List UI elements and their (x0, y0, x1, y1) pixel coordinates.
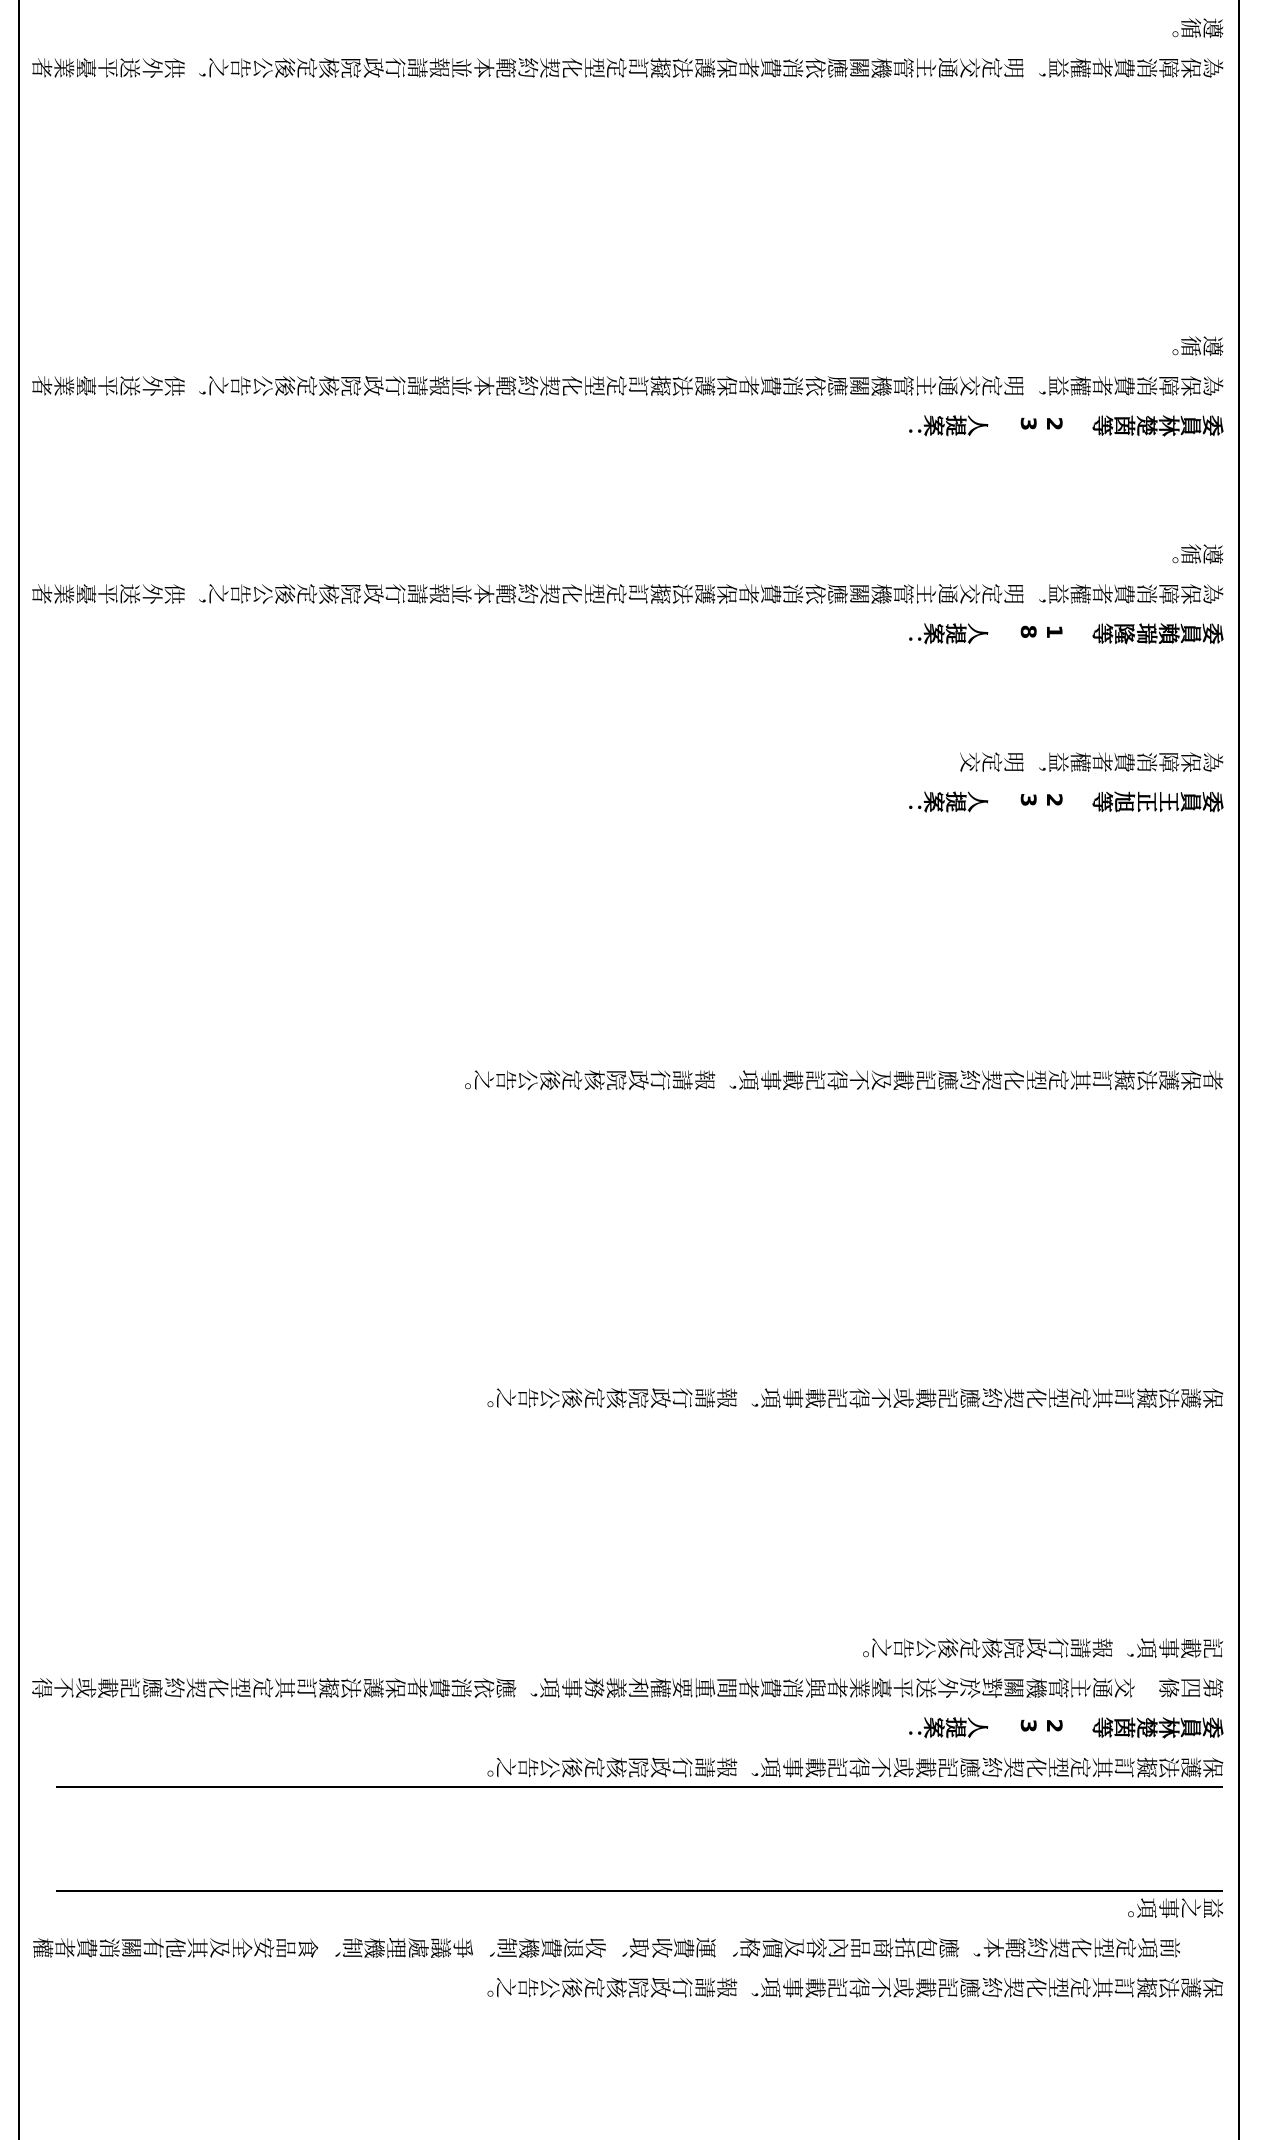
proposal-body-2: 為保障消費者權益，明定交通主管機關應依消費者保護法擬訂定型化契約範本並報請行政院核定後公告之，供外送平臺業者遵循。 (30, 539, 1224, 605)
cell-7-body: 保護法擬訂其定型化契約應記載或不得記載事項，報請行政院核定後公告之。 (472, 1753, 1224, 1779)
cell-text-1: 為保障消費者權益，明定交通主管機關應依消費者保護法擬訂定型化契約範本並報請行政院核定後公告之，供外送平臺業者遵循。 (30, 13, 1224, 79)
comparison-table (18, 0, 1240, 2140)
page-divider-upper (56, 1786, 1223, 1788)
page-divider-lower (56, 1890, 1223, 1892)
cell-text-3 (20, 526, 1238, 661)
table-row (19, 0, 1239, 2140)
proposal-body-3: 為保障消費者權益，明定交 (958, 747, 1224, 773)
cell-text-4 (20, 734, 1238, 830)
table-cell-8 (19, 1880, 1239, 2140)
cell-text-7 (20, 1620, 1238, 1795)
proposal-heading-4: 委員林楚茵等 23 人提案： (900, 1713, 1224, 1739)
cell-8-subitem: 前項定型化契約範本，應包括商品內容及價格、運費收取、收退費機制、爭議處理機制、食品安全及其他有關消費者權益之事項。 (31, 1893, 1224, 1959)
cell-text-5: 者保護法擬訂其定型化契約應記載及不得記載事項，報請行政院核定後公告之。 (450, 1065, 1224, 1091)
cell-8-body: 保護法擬訂其定型化契約應記載或不得記載事項，報請行政院核定後公告之。 (472, 1973, 1224, 1999)
proposal-body-1: 為保障消費者權益，明定交通主管機關應依消費者保護法擬訂定型化契約範本並報請行政院核定後公告之，供外送平臺業者遵循。 (30, 331, 1224, 397)
proposal-heading-2: 委員賴瑞隆等 18 人提案： (900, 619, 1224, 645)
table-cell-4 (19, 734, 1239, 1052)
table-cell-3 (19, 526, 1239, 734)
table-cell-6 (19, 1370, 1239, 1620)
cell-text-6: 保護法擬訂其定型化契約應記載或不得記載事項，報請行政院核定後公告之。 (472, 1383, 1224, 1409)
proposal-heading-3: 委員王正旭等 23 人提案： (900, 787, 1224, 813)
table-cell-7 (19, 1620, 1239, 1880)
cell-text-8 (20, 1880, 1238, 2015)
table-cell-5 (19, 1052, 1239, 1370)
proposal-article-4: 第四條 交通主管機關對於外送平臺業者與消費者間重要權利義務事項，應依消費者保護法擬訂其定型化契約應記載或不得記載事項，報請行政院核定後公告之。 (30, 1633, 1224, 1699)
table-cell-2 (19, 318, 1239, 526)
cell-text-2 (20, 318, 1238, 453)
table-cell-1 (19, 0, 1239, 318)
proposal-heading-1: 委員林楚茵等 23 人提案： (900, 411, 1224, 437)
